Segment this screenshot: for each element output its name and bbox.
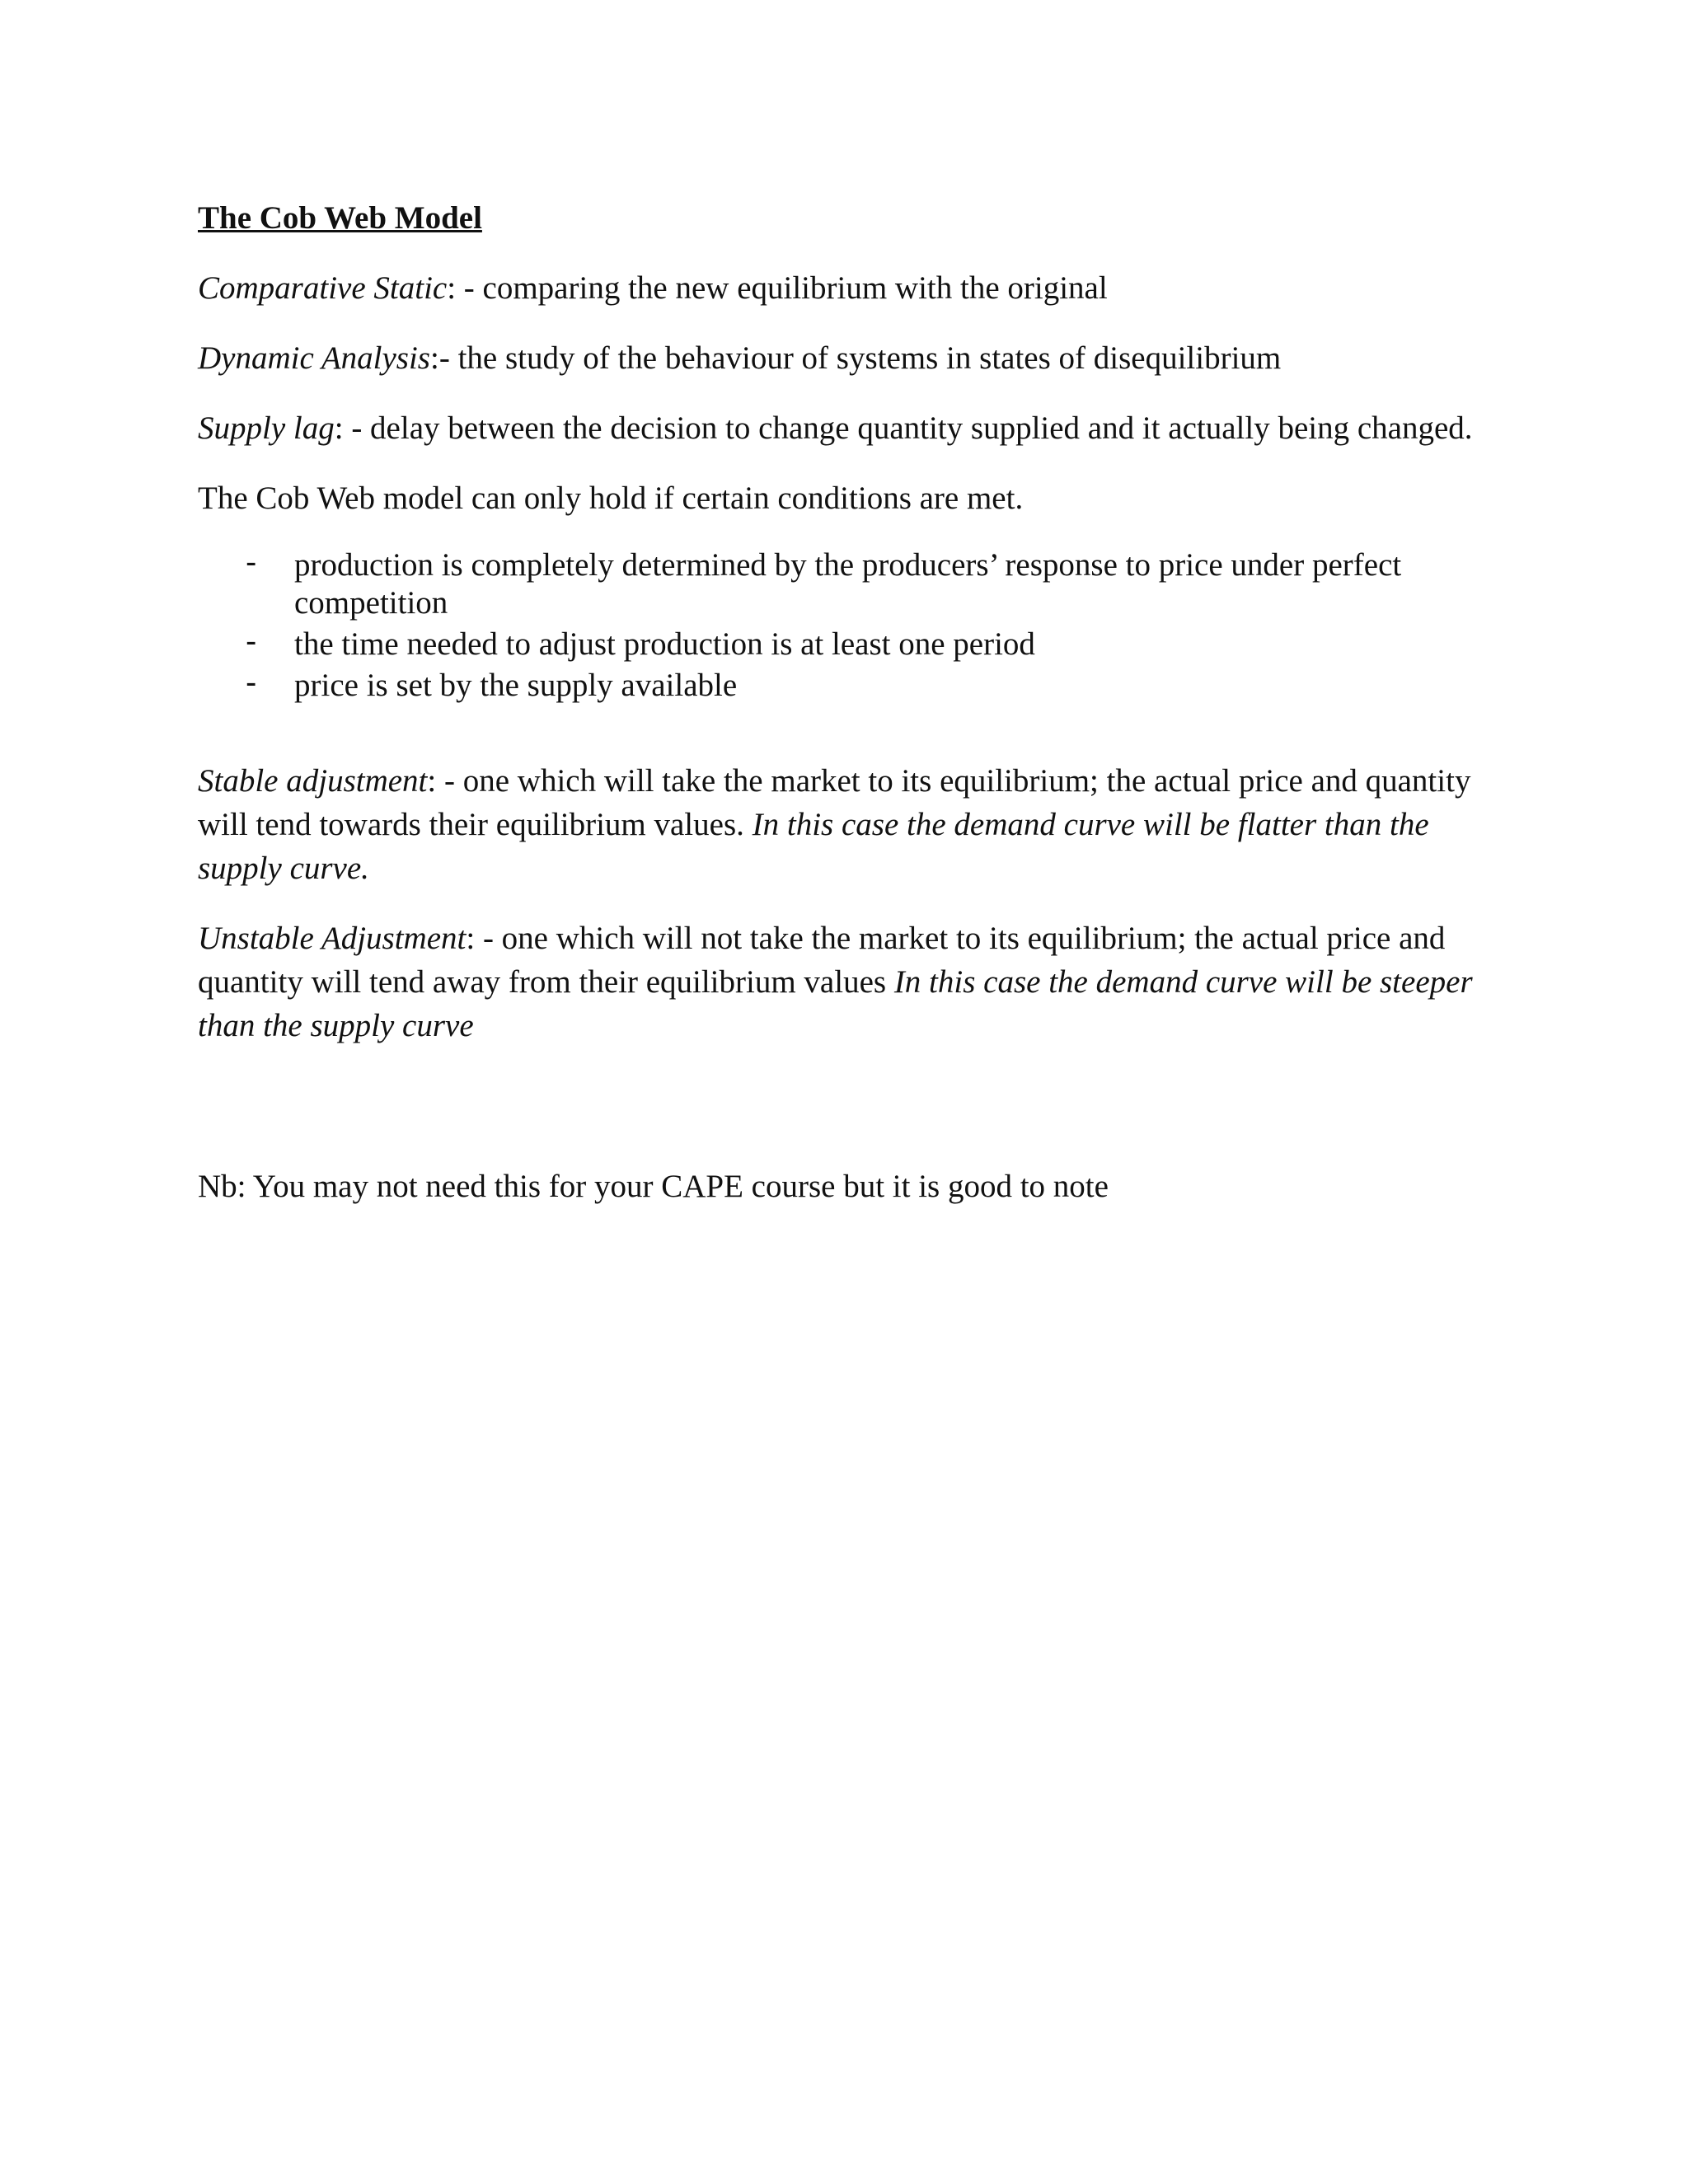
list-dash: -: [246, 623, 257, 659]
definition-unstable-adjustment: [198, 916, 1484, 1047]
definition-text: :- the study of the behaviour of systems in states of disequilibrium: [430, 340, 1282, 376]
document-title: The Cob Web Model: [198, 200, 482, 236]
definition-supply-lag: [198, 406, 1484, 450]
definition-text: : - delay between the decision to change quantity supplied and it actually being changed.: [334, 410, 1473, 446]
definition-term: Stable adjustment: [198, 763, 428, 799]
list-item-text: price is set by the supply available: [294, 668, 738, 703]
footnote: Nb: You may not need this for your CAPE course but it is good to note: [198, 1169, 1109, 1204]
definition-term: Supply lag: [198, 410, 335, 446]
list-dash: -: [246, 664, 257, 701]
definition-stable-adjustment: [198, 759, 1484, 890]
definition-text: : - one which will not take the market to its equilibrium; the actual price and quantity will tend away from their equilibrium values: [198, 921, 1446, 1000]
definition-text: : - one which will take the market to its equilibrium; the actual price and quantity will tend towards their equilibrium values.: [198, 763, 1471, 842]
conditions-list: [198, 546, 1484, 705]
definition-emphasis: In this case the demand curve will be flatter than the supply curve.: [198, 807, 1429, 886]
conditions-intro: The Cob Web model can only hold if certain conditions are met.: [198, 480, 1024, 516]
definition-comparative-static: [198, 266, 1484, 310]
document-body: [198, 196, 1484, 1235]
spacer: [198, 708, 1484, 759]
definition-term: Comparative Static: [198, 270, 448, 306]
definition-dynamic-analysis: [198, 336, 1484, 380]
list-item-text: the time needed to adjust production is at least one period: [294, 626, 1035, 662]
list-item: [198, 664, 1484, 705]
list-item-text: production is completely determined by the producers’ response to price under perfect competition: [294, 547, 1402, 621]
definition-term: Dynamic Analysis: [198, 340, 430, 376]
list-item: [198, 623, 1484, 663]
list-dash: -: [246, 544, 257, 580]
definition-text: : - comparing the new equilibrium with the original: [447, 270, 1108, 306]
definition-emphasis: In this case the demand curve will be steeper than the supply curve: [198, 964, 1473, 1043]
spacer: [198, 1074, 1484, 1165]
definition-term: Unstable Adjustment: [198, 921, 467, 956]
list-item: [198, 546, 1484, 622]
